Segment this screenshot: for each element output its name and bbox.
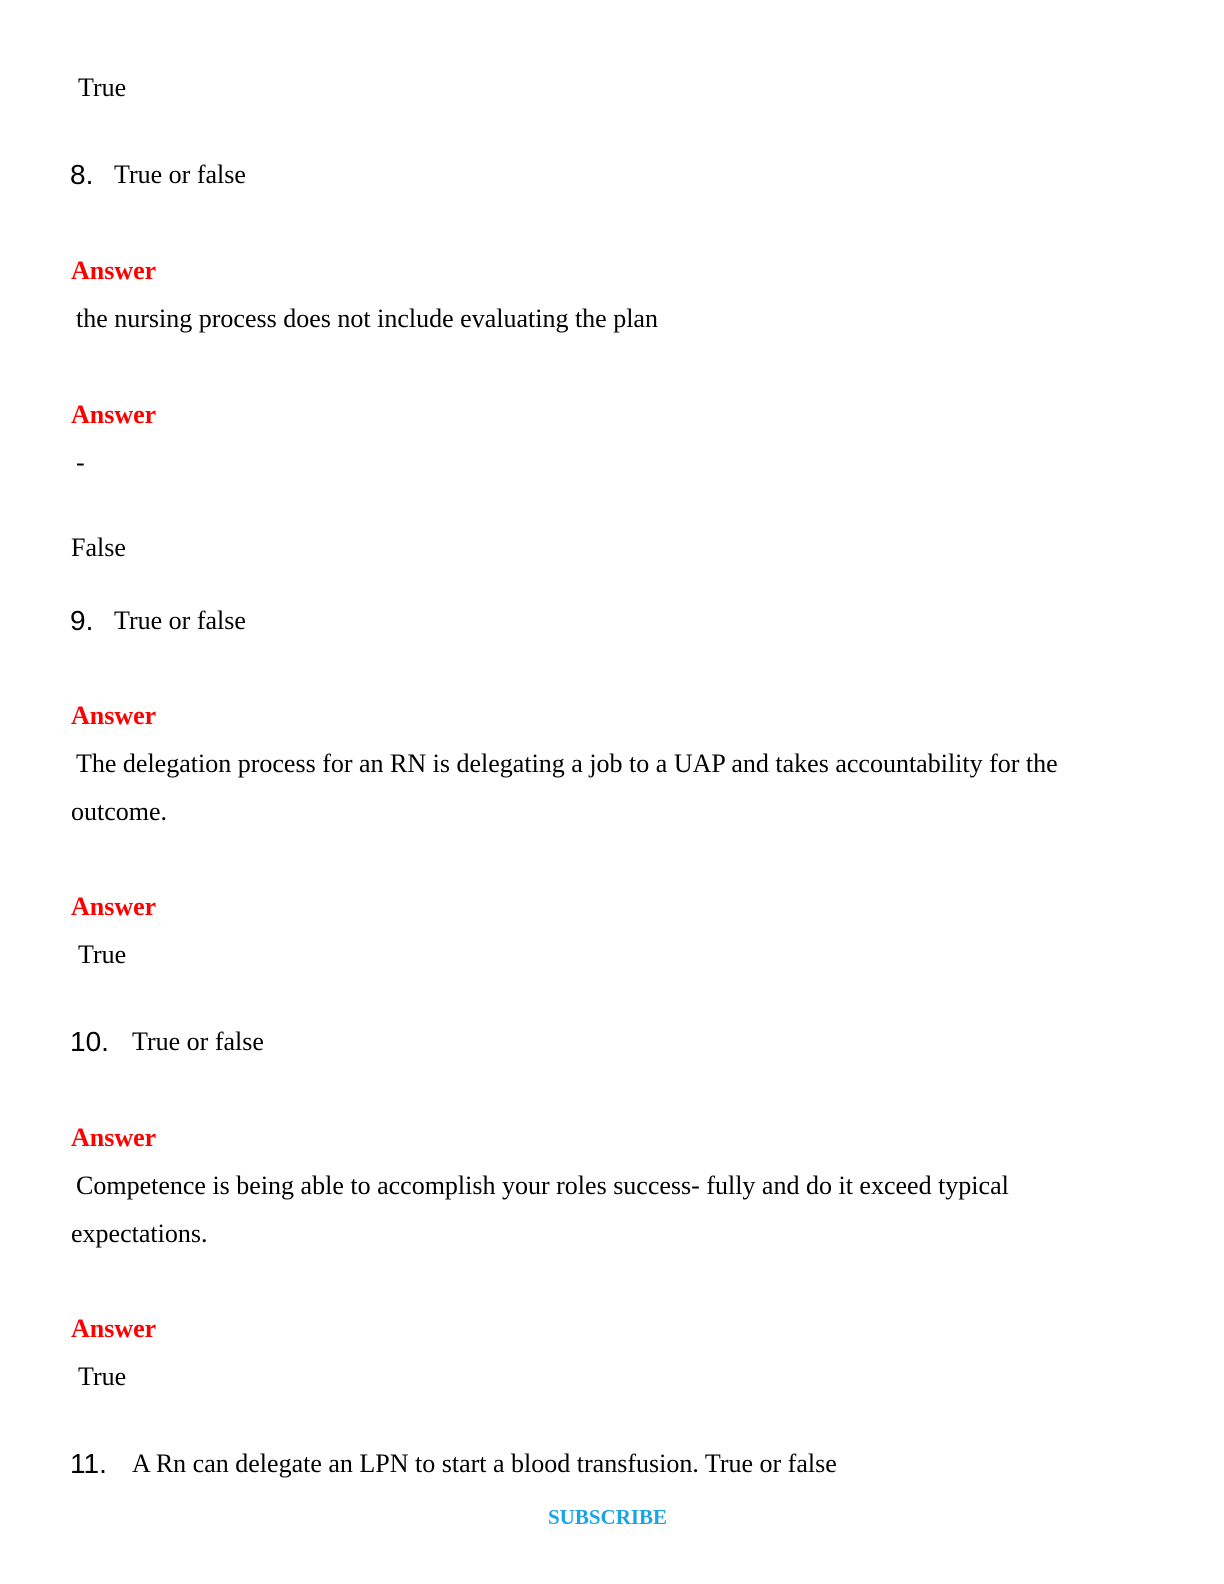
question-text: A Rn can delegate an LPN to start a blood transfusion. True or false [132, 1449, 837, 1478]
answer-label: Answer [71, 701, 157, 730]
answer-label: Answer [71, 1314, 157, 1343]
answer-label: Answer [71, 400, 157, 429]
question-text: True or false [114, 606, 246, 635]
question-number: 10. [70, 1026, 109, 1057]
subscribe-link[interactable]: SUBSCRIBE [548, 1505, 668, 1529]
question-number: 11. [70, 1448, 107, 1479]
answer-label: Answer [71, 256, 157, 285]
question-number: 8. [70, 159, 94, 190]
answer-text: the nursing process does not include evaluating the plan [76, 304, 658, 333]
answer-dash: - [76, 448, 85, 477]
answer-value: True [78, 940, 127, 969]
answer-value: False [71, 533, 126, 562]
answer-value: True [78, 73, 127, 102]
answer-label: Answer [71, 892, 157, 921]
answer-text-line2: outcome. [71, 797, 168, 826]
answer-text-line1: The delegation process for an RN is delegating a job to a UAP and takes accountability for the [76, 749, 1058, 778]
question-text: True or false [114, 160, 246, 189]
answer-text-line1: Competence is being able to accomplish your roles success- fully and do it exceed typical [76, 1171, 1009, 1200]
answer-text-line2: expectations. [71, 1219, 208, 1248]
answer-label: Answer [71, 1123, 157, 1152]
answer-value: True [78, 1362, 127, 1391]
question-number: 9. [70, 605, 94, 636]
question-text: True or false [132, 1027, 264, 1056]
